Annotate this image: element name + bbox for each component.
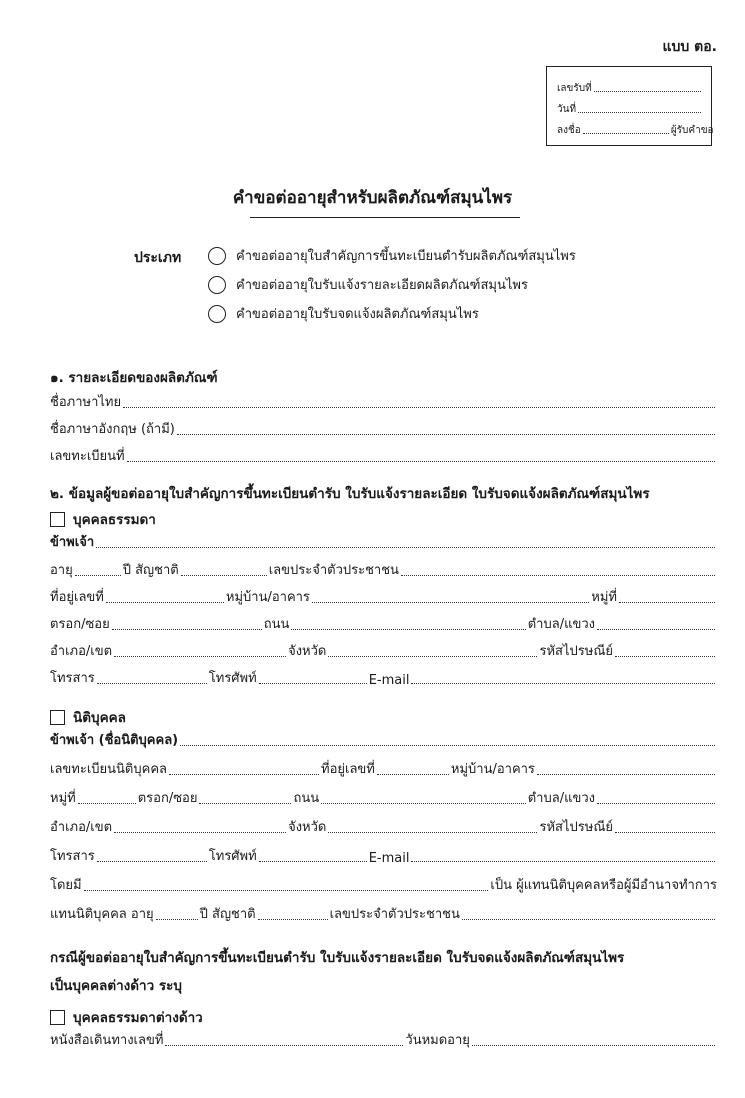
jp-rep-nationality-field[interactable] (258, 919, 328, 920)
jp-fax-label: โทรสาร (50, 849, 95, 864)
page-title: คำขอต่ออายุสำหรับผลิตภัณฑ์สมุนไพร (232, 188, 513, 208)
jp-rep-id-label: เลขประจำตัวประชาชน (329, 907, 460, 922)
english-name-label: ชื่อภาษาอังกฤษ (ถ้ามี) (50, 422, 175, 437)
thai-name-label: ชื่อภาษาไทย (50, 395, 122, 410)
radio-icon[interactable] (208, 247, 226, 265)
jp-province-label: จังหวัด (288, 820, 327, 835)
passport-row (50, 1032, 717, 1050)
np-province-label: จังหวัด (288, 644, 327, 659)
expiry-field[interactable] (472, 1045, 715, 1046)
np-village-field[interactable] (312, 602, 589, 603)
np-address-row (50, 589, 717, 607)
jp-contact-row (50, 848, 717, 866)
radio-icon[interactable] (208, 305, 226, 323)
jp-district-row (50, 819, 717, 837)
reg-no-row (50, 448, 717, 466)
jp-rep-age-field[interactable] (156, 919, 198, 920)
type-option-listing[interactable] (208, 303, 479, 324)
receipt-no-label: เลขรับที่ (557, 83, 592, 94)
np-address-no-field[interactable] (106, 602, 224, 603)
receipt-box (546, 66, 712, 146)
np-district-label: อำเภอ/เขต (50, 644, 113, 659)
np-age-field[interactable] (75, 575, 121, 576)
np-contact-row (50, 670, 717, 688)
jp-email-field[interactable] (411, 861, 715, 862)
jp-moo-label: หมู่ที่ (50, 791, 76, 806)
jp-fax-field[interactable] (97, 861, 207, 862)
jp-moo-row (50, 790, 717, 808)
jp-province-field[interactable] (328, 832, 537, 833)
section2-heading: ๒. ข้อมูลผู้ขอต่ออายุใบสำคัญการขึ้นทะเบียนตำรับ ใบรับแจ้งรายละเอียด ใบรับจดแจ้งผลิตภัณฑ์สมุนไพร (50, 486, 650, 502)
reg-no-label: เลขทะเบียนที่ (50, 449, 125, 464)
jp-postcode-field[interactable] (615, 832, 715, 833)
checkbox-icon[interactable] (50, 512, 65, 527)
np-phone-field[interactable] (259, 683, 367, 684)
receipt-sign-label: ลงชื่อ (557, 125, 581, 136)
jp-applicant-field[interactable] (180, 745, 715, 746)
jp-moo-field[interactable] (78, 803, 136, 804)
jp-address-no-label: ที่อยู่เลขที่ (321, 762, 375, 777)
np-village-label: หมู่บ้าน/อาคาร (225, 590, 310, 605)
np-id-field[interactable] (401, 575, 715, 576)
np-moo-field[interactable] (619, 602, 715, 603)
jp-as-rep-label: เป็น ผู้แทนนิติบุคคลหรือผู้มีอำนาจทำการ (490, 878, 717, 893)
jp-rep-name-field[interactable] (84, 890, 489, 891)
checkbox-icon[interactable] (50, 710, 65, 725)
np-email-label: E-mail (368, 673, 410, 688)
foreign-heading-line1: กรณีผู้ขอต่ออายุใบสำคัญการขึ้นทะเบียนตำรับ ใบรับแจ้งรายละเอียด ใบรับจดแจ้งผลิตภัณฑ์สมุนไพร (50, 950, 625, 966)
english-name-field[interactable] (177, 434, 715, 435)
np-nationality-field[interactable] (181, 575, 267, 576)
type-option-notification[interactable] (208, 274, 528, 295)
np-soi-label: ตรอก/ซอย (50, 617, 110, 632)
np-postcode-field[interactable] (615, 656, 715, 657)
section1-heading: ๑. รายละเอียดของผลิตภัณฑ์ (50, 370, 218, 386)
natural-person-label: บุคคลธรรมดา (73, 512, 156, 528)
np-postcode-label: รหัสไปรษณีย์ (539, 644, 613, 659)
jp-soi-label: ตรอก/ซอย (137, 791, 198, 806)
np-fax-field[interactable] (97, 683, 207, 684)
jp-regno-label: เลขทะเบียนนิติบุคคล (50, 762, 167, 777)
passport-field[interactable] (165, 1045, 403, 1046)
jp-soi-field[interactable] (199, 803, 291, 804)
form-code: แบบ ตอ. (662, 39, 717, 55)
np-applicant-field[interactable] (96, 547, 715, 548)
np-fax-label: โทรสาร (50, 671, 95, 686)
np-email-field[interactable] (411, 683, 715, 684)
thai-name-field[interactable] (123, 407, 715, 408)
jp-village-label: หมู่บ้าน/อาคาร (450, 762, 535, 777)
np-district-field[interactable] (114, 656, 286, 657)
reg-no-field[interactable] (127, 461, 715, 462)
receipt-sign-row (557, 117, 714, 138)
passport-label: หนังสือเดินทางเลขที่ (50, 1033, 164, 1048)
np-soi-field[interactable] (112, 629, 262, 630)
jp-rep-row (50, 877, 717, 895)
np-subdistrict-field[interactable] (597, 629, 715, 630)
np-age-label: อายุ (50, 563, 73, 578)
type-label: ประเภท (134, 250, 182, 266)
np-road-label: ถนน (263, 617, 290, 632)
np-address-no-label: ที่อยู่เลขที่ (50, 590, 104, 605)
english-name-row (50, 421, 717, 439)
jp-subdistrict-field[interactable] (597, 803, 715, 804)
np-applicant-label: ข้าพเจ้า (50, 535, 95, 550)
jp-phone-label: โทรศัพท์ (208, 849, 257, 864)
receipt-date-row (557, 96, 703, 117)
receipt-date-field[interactable] (578, 112, 701, 113)
jp-postcode-label: รหัสไปรษณีย์ (539, 820, 613, 835)
expiry-label: วันหมดอายุ (405, 1033, 470, 1048)
receipt-sign-field[interactable] (583, 133, 669, 134)
jp-applicant-label: ข้าพเจ้า (ชื่อนิติบุคคล) (50, 733, 179, 748)
jp-rep-detail-row (50, 906, 717, 924)
np-applicant-row (50, 534, 717, 552)
type-option-label: คำขอต่ออายุใบรับแจ้งรายละเอียดผลิตภัณฑ์สมุนไพร (236, 278, 528, 293)
np-province-field[interactable] (328, 656, 537, 657)
jp-regno-row (50, 761, 717, 779)
receipt-date-label: วันที่ (557, 104, 577, 115)
title-underline (250, 217, 520, 218)
jp-rep-nationality-label: ปี สัญชาติ (199, 907, 256, 922)
jp-district-field[interactable] (114, 832, 286, 833)
jp-road-field[interactable] (321, 803, 526, 804)
np-age-row (50, 562, 717, 580)
np-id-label: เลขประจำตัวประชาชน (268, 563, 399, 578)
juristic-person-option[interactable] (50, 706, 126, 728)
foreign-person-label: บุคคลธรรมดาต่างด้าว (73, 1010, 203, 1026)
jp-applicant-row (50, 732, 717, 750)
np-phone-label: โทรศัพท์ (208, 671, 257, 686)
jp-phone-field[interactable] (259, 861, 367, 862)
np-soi-row (50, 616, 717, 634)
jp-village-field[interactable] (537, 774, 715, 775)
jp-regno-field[interactable] (169, 774, 319, 775)
foreign-heading-line2: เป็นบุคคลต่างด้าว ระบุ (50, 978, 182, 994)
receipt-no-field[interactable] (594, 91, 701, 92)
radio-icon[interactable] (208, 276, 226, 294)
np-district-row (50, 643, 717, 661)
np-subdistrict-label: ตำบล/แขวง (527, 617, 595, 632)
jp-address-no-field[interactable] (377, 774, 449, 775)
receipt-no-row (557, 75, 703, 96)
jp-rep-age-label: แทนนิติบุคคล อายุ (50, 907, 154, 922)
thai-name-row (50, 394, 717, 412)
type-option-registration[interactable] (208, 245, 576, 266)
foreign-person-option[interactable] (50, 1006, 203, 1028)
receiver-label: ผู้รับคำขอ (670, 125, 714, 136)
type-option-label: คำขอต่ออายุใบสำคัญการขึ้นทะเบียนตำรับผลิตภัณฑ์สมุนไพร (236, 249, 576, 264)
np-moo-label: หมู่ที่ (591, 590, 617, 605)
jp-district-label: อำเภอ/เขต (50, 820, 113, 835)
type-option-label: คำขอต่ออายุใบรับจดแจ้งผลิตภัณฑ์สมุนไพร (236, 307, 479, 322)
jp-road-label: ถนน (293, 791, 320, 806)
np-road-field[interactable] (291, 629, 525, 630)
np-nationality-label: ปี สัญชาติ (122, 563, 179, 578)
juristic-person-label: นิติบุคคล (73, 710, 126, 726)
jp-by-label: โดยมี (50, 878, 82, 893)
checkbox-icon[interactable] (50, 1010, 65, 1025)
jp-email-label: E-mail (368, 851, 410, 866)
jp-subdistrict-label: ตำบล/แขวง (527, 791, 595, 806)
jp-rep-id-field[interactable] (462, 919, 715, 920)
natural-person-option[interactable] (50, 508, 156, 530)
